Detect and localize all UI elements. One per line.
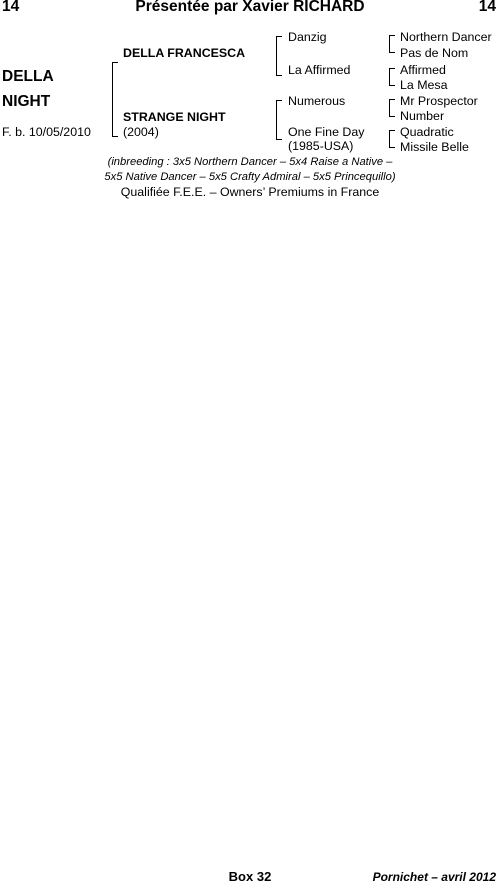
horse-name-line1: DELLA [2, 68, 54, 85]
pedigree-bracket [112, 62, 118, 137]
lot-number-right: 14 [478, 0, 496, 15]
dam-year: (2004) [123, 125, 159, 139]
sale-place: Pornichet – avril 2012 [372, 870, 496, 884]
ancestor-7: Quadratic [400, 125, 454, 139]
grandsire-3: Numerous [288, 94, 346, 108]
ancestor-4: La Mesa [400, 78, 448, 92]
ggs-bracket-4 [389, 130, 395, 148]
ggs-bracket-3 [389, 99, 395, 117]
box-number: Box 32 [228, 869, 272, 884]
ggs-bracket-2 [389, 68, 395, 86]
grandsire-4: One Fine Day [288, 125, 365, 139]
ancestor-3: Affirmed [400, 63, 446, 77]
sire-name: DELLA FRANCESCA [123, 46, 246, 60]
grandsire-4-year: (1985-USA) [288, 139, 354, 153]
ancestor-6: Number [400, 109, 445, 123]
inbreeding-line-2: 5x5 Native Dancer – 5x5 Crafty Admiral – 5x5 Princequillo) [104, 171, 396, 183]
dam-bracket [276, 100, 282, 140]
sire-bracket [276, 36, 282, 76]
qualification: Qualifiée F.E.E. – Owners’ Premiums in France [120, 185, 380, 199]
page-footer [0, 870, 500, 886]
horse-name-line2: NIGHT [2, 93, 51, 110]
dam-name: STRANGE NIGHT [123, 110, 226, 124]
ancestor-5: Mr Prospector [400, 94, 478, 108]
ancestor-2: Pas de Nom [400, 46, 469, 60]
ancestor-8: Missile Belle [400, 140, 469, 154]
ancestor-1: Northern Dancer [400, 30, 492, 44]
page-header [0, 0, 500, 18]
inbreeding-line-1: (inbreeding : 3x5 Northern Dancer – 5x4 Raise a Native – [107, 156, 393, 168]
grandsire-1: Danzig [288, 30, 327, 44]
consignor-title: Présentée par Xavier RICHARD [135, 0, 365, 15]
horse-info: F. b. 10/05/2010 [2, 125, 91, 139]
grandsire-2: La Affirmed [288, 63, 351, 77]
ggs-bracket-1 [389, 35, 395, 53]
lot-number-left: 14 [2, 0, 20, 15]
